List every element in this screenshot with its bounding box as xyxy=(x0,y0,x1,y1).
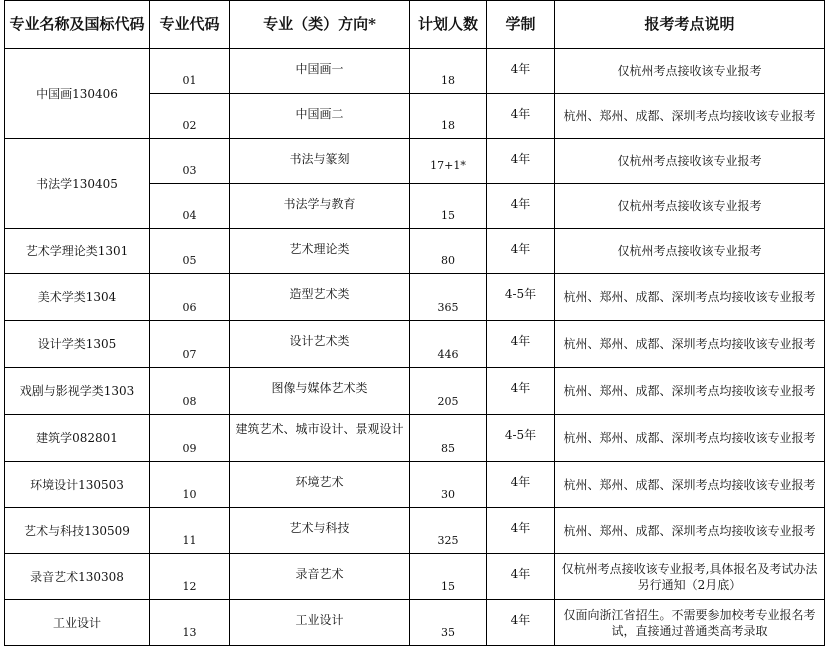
header-code: 专业代码 xyxy=(150,1,230,49)
duration-cell: 4年 xyxy=(487,554,555,600)
duration-cell: 4年 xyxy=(487,139,555,184)
duration-cell: 4年 xyxy=(487,49,555,94)
major-cell: 戏剧与影视学类1303 xyxy=(5,368,150,415)
note-cell: 杭州、郑州、成都、深圳考点均接收该专业报考 xyxy=(555,274,825,321)
duration-cell: 4年 xyxy=(487,184,555,229)
admission-plan-table xyxy=(4,0,825,646)
note-cell: 杭州、郑州、成都、深圳考点均接收该专业报考 xyxy=(555,462,825,508)
plan-cell: 15 xyxy=(410,554,487,600)
code-cell: 13 xyxy=(150,600,230,646)
major-cell: 建筑学082801 xyxy=(5,415,150,462)
table-row xyxy=(5,415,825,462)
duration-cell: 4年 xyxy=(487,600,555,646)
plan-cell: 18 xyxy=(410,49,487,94)
duration-cell: 4年 xyxy=(487,321,555,368)
header-major: 专业名称及国标代码 xyxy=(5,1,150,49)
code-cell: 05 xyxy=(150,229,230,274)
direction-cell: 环境艺术 xyxy=(230,462,410,508)
direction-cell: 建筑艺术、城市设计、景观设计 xyxy=(230,415,410,462)
plan-cell: 80 xyxy=(410,229,487,274)
duration-cell: 4年 xyxy=(487,462,555,508)
direction-cell: 工业设计 xyxy=(230,600,410,646)
plan-cell: 205 xyxy=(410,368,487,415)
table-row xyxy=(5,554,825,600)
code-cell: 12 xyxy=(150,554,230,600)
plan-cell: 30 xyxy=(410,462,487,508)
header-duration: 学制 xyxy=(487,1,555,49)
table-row xyxy=(5,49,825,94)
plan-cell: 15 xyxy=(410,184,487,229)
code-cell: 02 xyxy=(150,94,230,139)
major-cell: 艺术与科技130509 xyxy=(5,508,150,554)
duration-cell: 4年 xyxy=(487,508,555,554)
note-cell: 仅杭州考点接收该专业报考,具体报名及考试办法另行通知（2月底） xyxy=(555,554,825,600)
note-cell: 杭州、郑州、成都、深圳考点均接收该专业报考 xyxy=(555,321,825,368)
direction-cell: 设计艺术类 xyxy=(230,321,410,368)
major-cell: 中国画130406 xyxy=(5,49,150,139)
note-cell: 仅杭州考点接收该专业报考 xyxy=(555,139,825,184)
code-cell: 03 xyxy=(150,139,230,184)
table-row xyxy=(5,508,825,554)
header-note: 报考考点说明 xyxy=(555,1,825,49)
table-header-row xyxy=(5,1,825,49)
note-cell: 杭州、郑州、成都、深圳考点均接收该专业报考 xyxy=(555,368,825,415)
duration-cell: 4年 xyxy=(487,229,555,274)
duration-cell: 4-5年 xyxy=(487,274,555,321)
plan-cell: 446 xyxy=(410,321,487,368)
code-cell: 11 xyxy=(150,508,230,554)
note-cell: 杭州、郑州、成都、深圳考点均接收该专业报考 xyxy=(555,508,825,554)
direction-cell: 艺术与科技 xyxy=(230,508,410,554)
direction-cell: 书法与篆刻 xyxy=(230,139,410,184)
plan-cell: 35 xyxy=(410,600,487,646)
note-cell: 仅杭州考点接收该专业报考 xyxy=(555,229,825,274)
duration-cell: 4年 xyxy=(487,368,555,415)
direction-cell: 中国画二 xyxy=(230,94,410,139)
direction-cell: 图像与媒体艺术类 xyxy=(230,368,410,415)
header-direction: 专业（类）方向* xyxy=(230,1,410,49)
major-cell: 环境设计130503 xyxy=(5,462,150,508)
table-row xyxy=(5,321,825,368)
code-cell: 08 xyxy=(150,368,230,415)
table-row xyxy=(5,274,825,321)
table-row xyxy=(5,229,825,274)
table-row xyxy=(5,368,825,415)
direction-cell: 书法学与教育 xyxy=(230,184,410,229)
major-cell: 艺术学理论类1301 xyxy=(5,229,150,274)
major-cell: 设计学类1305 xyxy=(5,321,150,368)
direction-cell: 艺术理论类 xyxy=(230,229,410,274)
code-cell: 06 xyxy=(150,274,230,321)
note-cell: 杭州、郑州、成都、深圳考点均接收该专业报考 xyxy=(555,415,825,462)
duration-cell: 4-5年 xyxy=(487,415,555,462)
major-cell: 录音艺术130308 xyxy=(5,554,150,600)
note-cell: 仅杭州考点接收该专业报考 xyxy=(555,49,825,94)
major-cell: 美术学类1304 xyxy=(5,274,150,321)
direction-cell: 中国画一 xyxy=(230,49,410,94)
code-cell: 07 xyxy=(150,321,230,368)
direction-cell: 造型艺术类 xyxy=(230,274,410,321)
table-row xyxy=(5,462,825,508)
plan-cell: 85 xyxy=(410,415,487,462)
plan-cell: 365 xyxy=(410,274,487,321)
major-cell: 书法学130405 xyxy=(5,139,150,229)
note-cell: 仅杭州考点接收该专业报考 xyxy=(555,184,825,229)
duration-cell: 4年 xyxy=(487,94,555,139)
note-cell: 仅面向浙江省招生。不需要参加校考专业报名考试，直接通过普通类高考录取 xyxy=(555,600,825,646)
table-row xyxy=(5,600,825,646)
header-plan: 计划人数 xyxy=(410,1,487,49)
major-cell: 工业设计 xyxy=(5,600,150,646)
note-cell: 杭州、郑州、成都、深圳考点均接收该专业报考 xyxy=(555,94,825,139)
plan-cell: 18 xyxy=(410,94,487,139)
table-row xyxy=(5,139,825,184)
code-cell: 10 xyxy=(150,462,230,508)
plan-cell: 325 xyxy=(410,508,487,554)
plan-cell: 17+1* xyxy=(410,139,487,184)
code-cell: 04 xyxy=(150,184,230,229)
direction-cell: 录音艺术 xyxy=(230,554,410,600)
code-cell: 01 xyxy=(150,49,230,94)
code-cell: 09 xyxy=(150,415,230,462)
